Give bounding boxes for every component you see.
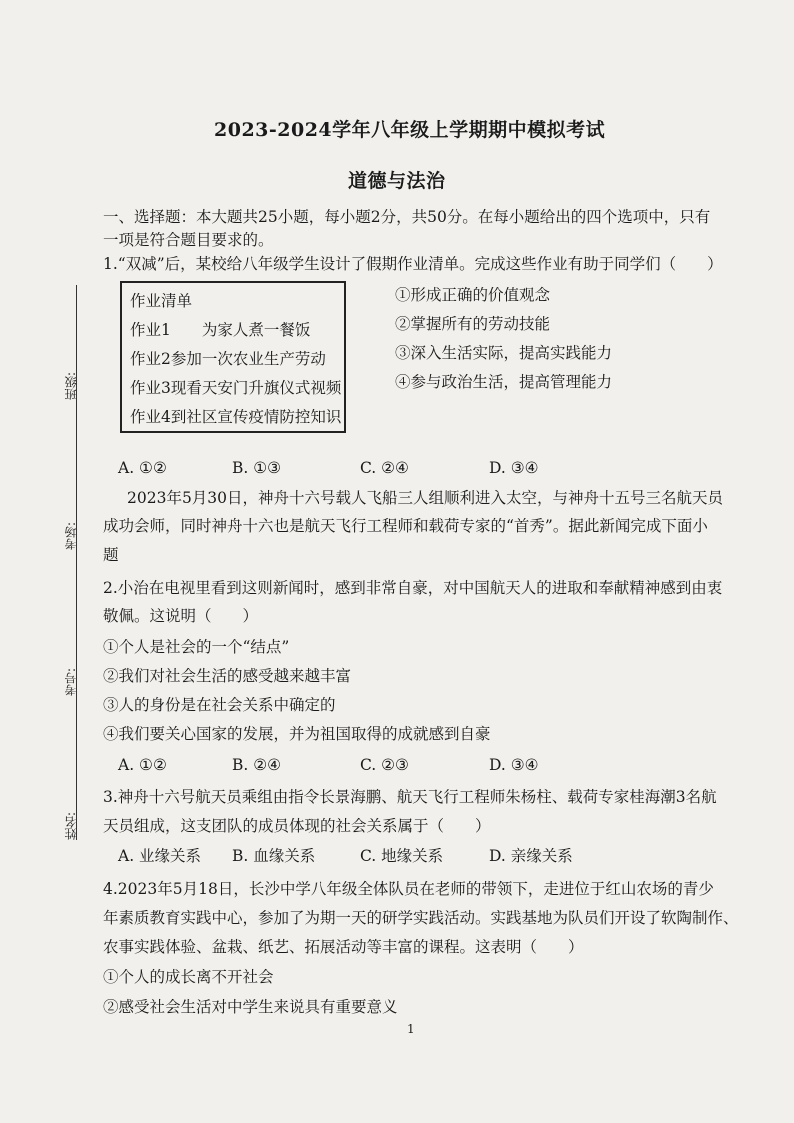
- q3-option-a[interactable]: A. 业缘关系: [118, 847, 202, 865]
- margin-label-number: 考号:: [64, 668, 78, 697]
- q1-option-c[interactable]: C. ②④: [360, 459, 409, 477]
- homework-item: 作业3现看天安门升旗仪式视频: [130, 379, 342, 397]
- q4-stem: 农事实践体验、盆栽、纸艺、拓展活动等丰富的课程。这表明（ ）: [103, 938, 584, 956]
- homework-item: 作业1 为家人煮一餐饭: [130, 321, 311, 339]
- q3-option-b[interactable]: B. 血缘关系: [232, 847, 316, 865]
- margin-label-class: 班级:: [64, 372, 78, 401]
- exam-title: 2023-2024学年八年级上学期期中模拟考试: [214, 119, 606, 141]
- q3-stem: 3.神舟十六号航天员乘组由指令长景海鹏、航天飞行工程师朱杨柱、载荷专家桂海潮3名航: [103, 788, 717, 806]
- q2-statement: ④我们要关心国家的发展，并为祖国取得的成就感到自豪: [103, 725, 491, 743]
- q4-stem: 4.2023年5月18日，长沙中学八年级全体队员在老师的带领下，走进位于红山农场的青少: [103, 880, 714, 898]
- margin-label-name: 姓名:: [64, 812, 78, 841]
- passage-line: 题: [103, 546, 119, 564]
- homework-list-box: [120, 281, 346, 433]
- homework-item: 作业2参加一次农业生产劳动: [130, 350, 326, 368]
- binding-line: [76, 285, 77, 840]
- q1-option-b[interactable]: B. ①③: [232, 459, 282, 477]
- q2-stem: 敬佩。这说明（ ）: [103, 607, 259, 625]
- q2-option-a[interactable]: A. ①②: [118, 756, 167, 774]
- margin-label-room: 考场:: [64, 522, 78, 551]
- subject-title: 道德与法治: [348, 170, 446, 192]
- q2-stem: 2.小治在电视里看到这则新闻时，感到非常自豪，对中国航天人的进取和奉献精神感到由衷: [103, 579, 723, 597]
- q1-statement: ①形成正确的价值观念: [395, 286, 551, 304]
- q1-statement: ③深入生活实际，提高实践能力: [395, 344, 613, 362]
- q4-statement: ②感受社会生活对中学生来说具有重要意义: [103, 998, 398, 1016]
- q4-statement: ①个人的成长离不开社会: [103, 968, 274, 986]
- section-intro-line2: 一项是符合题目要求的。: [103, 231, 274, 249]
- homework-item: 作业4到社区宣传疫情防控知识: [130, 408, 342, 426]
- q3-option-c[interactable]: C. 地缘关系: [360, 847, 444, 865]
- q1-statement: ④参与政治生活，提高管理能力: [395, 373, 613, 391]
- q1-statement: ②掌握所有的劳动技能: [395, 315, 551, 333]
- passage-line: 2023年5月30日，神舟十六号载人飞船三人组顺利进入太空，与神舟十五号三名航天员: [127, 489, 724, 507]
- q1-option-d[interactable]: D. ③④: [489, 459, 539, 477]
- q3-option-d[interactable]: D. 亲缘关系: [489, 847, 573, 865]
- q4-stem: 年素质教育实践中心，参加了为期一天的研学实践活动。实践基地为队员们开设了软陶制作、: [103, 909, 739, 927]
- passage-line: 成功会师，同时神舟十六也是航天飞行工程师和载荷专家的“首秀”。据此新闻完成下面小: [103, 517, 708, 535]
- q2-option-b[interactable]: B. ②④: [232, 756, 282, 774]
- homework-list-title: 作业清单: [130, 292, 193, 310]
- section-intro-line1: 一、选择题：本大题共25小题，每小题2分，共50分。在每小题给出的四个选项中，只有: [103, 208, 711, 226]
- q3-stem: 天员组成，这支团队的成员体现的社会关系属于（ ）: [103, 817, 491, 835]
- page-number: 1: [407, 1022, 415, 1036]
- q1-stem: 1.“双减”后，某校给八年级学生设计了假期作业清单。完成这些作业有助于同学们（ ）: [103, 255, 723, 273]
- q2-statement: ②我们对社会生活的感受越来越丰富: [103, 667, 352, 685]
- q2-option-d[interactable]: D. ③④: [489, 756, 539, 774]
- q2-statement: ③人的身份是在社会关系中确定的: [103, 696, 336, 714]
- q2-statement: ①个人是社会的一个“结点”: [103, 638, 290, 656]
- q1-option-a[interactable]: A. ①②: [118, 459, 167, 477]
- q2-option-c[interactable]: C. ②③: [360, 756, 409, 774]
